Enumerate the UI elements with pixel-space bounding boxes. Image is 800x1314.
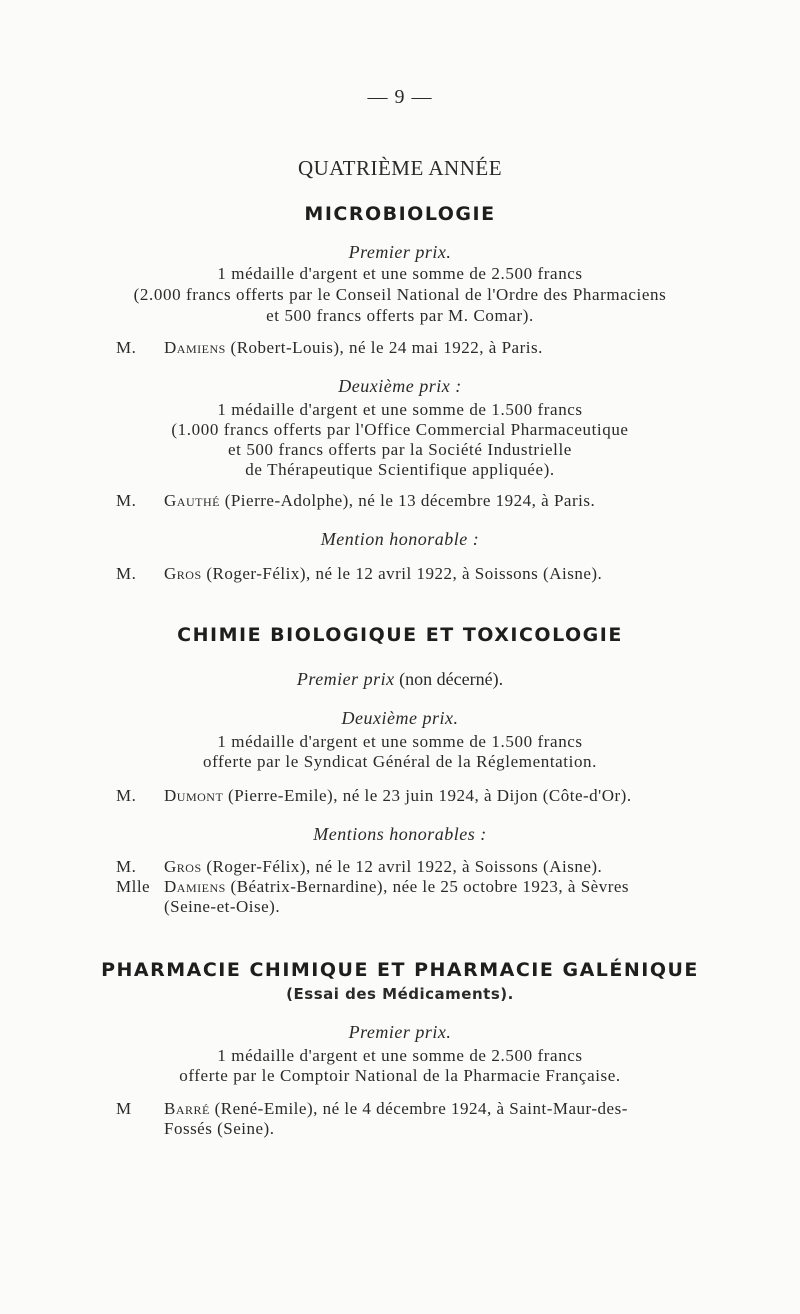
- laureate-continuation: Fossés (Seine).: [164, 1119, 275, 1138]
- laureate-surname: Damiens: [164, 338, 226, 357]
- prize-label: Mention honorable :: [320, 529, 480, 549]
- prize-description-line: (2.000 francs offerts par le Conseil National de l'Ordre des Pharmaciens: [133, 285, 667, 304]
- laureate-details: (Robert-Louis), né le 24 mai 1922, à Paris.: [225, 338, 543, 357]
- laureate-surname: Dumont: [164, 786, 224, 805]
- prize-description-line: (1.000 francs offerts par l'Office Commercial Pharmaceutique: [171, 420, 629, 439]
- laureate-surname: Gros: [164, 564, 202, 583]
- prize-description-line: 1 médaille d'argent et une somme de 2.500 francs: [217, 1046, 583, 1065]
- prize-label: Premier prix (non décerné).: [296, 669, 504, 689]
- laureate-title: M.: [116, 338, 137, 357]
- prize-label: Deuxième prix :: [338, 376, 462, 396]
- prize-label: Mentions honorables :: [313, 824, 487, 844]
- prize-description-line: 1 médaille d'argent et une somme de 1.500 francs: [217, 400, 583, 419]
- laureate-details: (Pierre-Emile), né le 23 juin 1924, à Dijon (Côte-d'Or).: [223, 786, 632, 805]
- laureate-details: (Pierre-Adolphe), né le 13 décembre 1924, à Paris.: [219, 491, 596, 510]
- laureate-entry: [116, 1099, 628, 1119]
- year-heading: QUATRIÈME ANNÉE: [297, 156, 503, 180]
- prize-label: Premier prix.: [348, 1022, 452, 1042]
- prize-description-line: 1 médaille d'argent et une somme de 2.500 francs: [217, 264, 583, 283]
- laureate-entry: [116, 338, 543, 358]
- laureate-entry: [116, 491, 595, 511]
- laureate-surname: Damiens: [164, 877, 226, 896]
- laureate-title: M.: [116, 491, 137, 510]
- laureate-details: (René-Emile), né le 4 décembre 1924, à Saint-Maur-des-: [209, 1099, 628, 1118]
- laureate-surname: Gros: [164, 857, 202, 876]
- laureate-title: M: [116, 1099, 132, 1118]
- section-subtitle: (Essai des Médicaments).: [286, 985, 514, 1003]
- laureate-title: M.: [116, 857, 137, 876]
- laureate-entry: [116, 877, 629, 897]
- laureate-title: Mlle: [116, 877, 151, 896]
- prize-description-line: et 500 francs offerts par M. Comar).: [266, 306, 534, 325]
- section-title-pharmacie: PHARMACIE CHIMIQUE ET PHARMACIE GALÉNIQUE: [101, 959, 699, 981]
- laureate-surname: Barré: [164, 1099, 210, 1118]
- laureate-entry: [116, 857, 602, 877]
- laureate-continuation: (Seine-et-Oise).: [164, 897, 281, 916]
- laureate-entry: [116, 564, 602, 584]
- prize-description-line: offerte par le Syndicat Général de la Réglementation.: [202, 752, 597, 771]
- prize-label: Premier prix.: [348, 242, 452, 262]
- laureate-title: M.: [116, 564, 137, 583]
- prize-label: Deuxième prix.: [341, 708, 459, 728]
- laureate-details: (Roger-Félix), né le 12 avril 1922, à Soissons (Aisne).: [201, 857, 603, 876]
- prize-description-line: et 500 francs offerts par la Société Industrielle: [228, 440, 572, 459]
- page-number: — 9 —: [367, 86, 433, 108]
- laureate-entry: [116, 786, 632, 806]
- laureate-details: (Béatrix-Bernardine), née le 25 octobre 1923, à Sèvres: [225, 877, 630, 896]
- laureate-title: M.: [116, 786, 137, 805]
- laureate-details: (Roger-Félix), né le 12 avril 1922, à Soissons (Aisne).: [201, 564, 603, 583]
- prize-description-line: offerte par le Comptoir National de la Pharmacie Française.: [179, 1066, 621, 1085]
- laureate-surname: Gauthé: [164, 491, 220, 510]
- prize-description-line: de Thérapeutique Scientifique appliquée).: [245, 460, 555, 479]
- section-title-chimie-biologique: CHIMIE BIOLOGIQUE ET TOXICOLOGIE: [177, 624, 623, 646]
- section-title-microbiologie: MICROBIOLOGIE: [304, 203, 496, 225]
- prize-description-line: 1 médaille d'argent et une somme de 1.500 francs: [217, 732, 583, 751]
